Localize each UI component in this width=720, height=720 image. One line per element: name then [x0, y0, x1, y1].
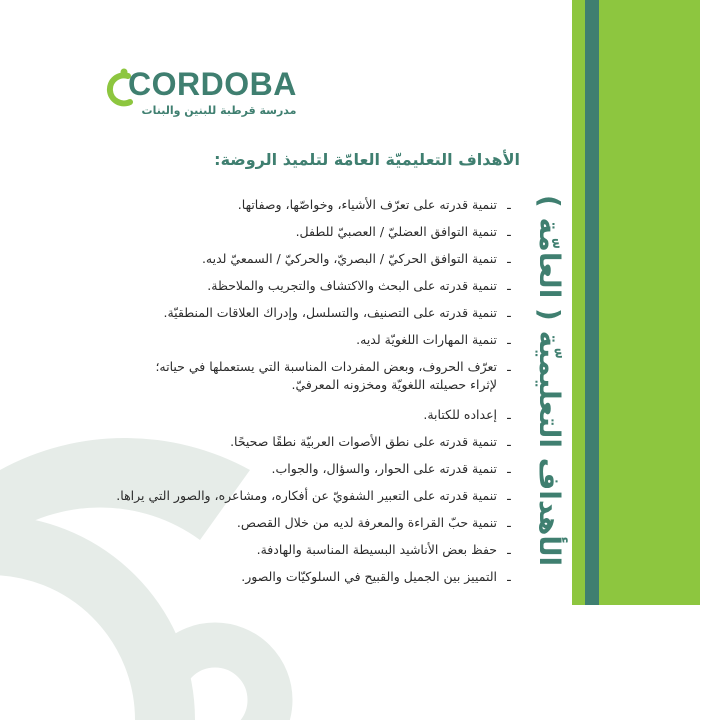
- goal-item: [145, 250, 515, 277]
- page-heading: الأهداف التعليميّة العامّة لتلميذ الروضة:: [214, 150, 520, 169]
- goal-text: إعداده للكتابة.: [423, 407, 497, 422]
- goal-text: التمييز بين الجميل والقبيح في السلوكيّات والصور.: [241, 569, 497, 584]
- bullet-dash: ـ: [507, 461, 511, 476]
- goal-text: تنمية التوافق العضليّ / العصبيّ للطفل.: [295, 224, 497, 239]
- goal-item: [145, 358, 515, 406]
- bullet-dash: ـ: [507, 332, 511, 347]
- goal-item: [145, 223, 515, 250]
- bullet-dash: ـ: [507, 305, 511, 320]
- goal-text: تنمية قدرته على التصنيف، والتسلسل، وإدراك العلاقات المنطقيّة.: [163, 305, 497, 320]
- bullet-dash: ـ: [507, 359, 511, 374]
- side-teal-strip: [585, 0, 599, 605]
- goal-item: [116, 487, 515, 514]
- bullet-dash: ـ: [507, 197, 511, 212]
- goal-text: تنمية قدرته على البحث والاكتشاف والتجريب والملاحظة.: [207, 278, 497, 293]
- goal-item: [145, 406, 515, 433]
- school-logo: [104, 64, 304, 124]
- goal-item: [145, 277, 515, 304]
- goal-text: حفظ بعض الأناشيد البسيطة المناسبة والهادفة.: [256, 542, 497, 557]
- bullet-dash: ـ: [507, 278, 511, 293]
- bullet-dash: ـ: [507, 407, 511, 422]
- goal-text: تنمية قدرته على الحوار، والسؤال، والجواب.: [271, 461, 497, 476]
- goal-text: تنمية قدرته على تعرّف الأشياء، وخواصّها، وصفاتها.: [237, 197, 497, 212]
- goals-list: [116, 196, 515, 595]
- bullet-dash: ـ: [507, 515, 511, 530]
- goal-text: تنمية قدرته على التعبير الشفويّ عن أفكاره، ومشاعره، والصور التي يراها.: [116, 488, 497, 503]
- goal-item: [145, 433, 515, 460]
- goal-item: [145, 196, 515, 223]
- bullet-dash: ـ: [507, 569, 511, 584]
- bullet-dash: ـ: [507, 488, 511, 503]
- goal-item: [145, 568, 515, 595]
- logo-subtitle: مدرسة قرطبة للبنين والبنات: [141, 104, 297, 117]
- bullet-dash: ـ: [507, 224, 511, 239]
- logo-wordmark: CORDOBA: [128, 66, 297, 102]
- goal-item: [145, 304, 515, 331]
- bullet-dash: ـ: [507, 251, 511, 266]
- goal-text: تنمية قدرته على نطق الأصوات العربيّة نطقًا صحيحًا.: [230, 434, 497, 449]
- goal-text: تنمية المهارات اللغويّة لديه.: [356, 332, 497, 347]
- goal-item: [145, 331, 515, 358]
- goal-text: تنمية التوافق الحركيّ / البصريّ، والحركيّ / السمعيّ لديه.: [201, 251, 497, 266]
- bullet-dash: ـ: [507, 434, 511, 449]
- goal-item: [145, 460, 515, 487]
- goal-item: [145, 541, 515, 568]
- goal-text: تنمية حبّ القراءة والمعرفة لديه من خلال القصص.: [236, 515, 497, 530]
- goal-item: [145, 514, 515, 541]
- bullet-dash: ـ: [507, 542, 511, 557]
- side-title-text: الأهداف التعليميّة ( العامّة ): [533, 195, 566, 567]
- goal-text: تعرّف الحروف، وبعض المفردات المناسبة التي يستعملها في حياته؛ لإثراء حصيلته اللغويّة ومخزونه المعرفيّ.: [155, 359, 497, 392]
